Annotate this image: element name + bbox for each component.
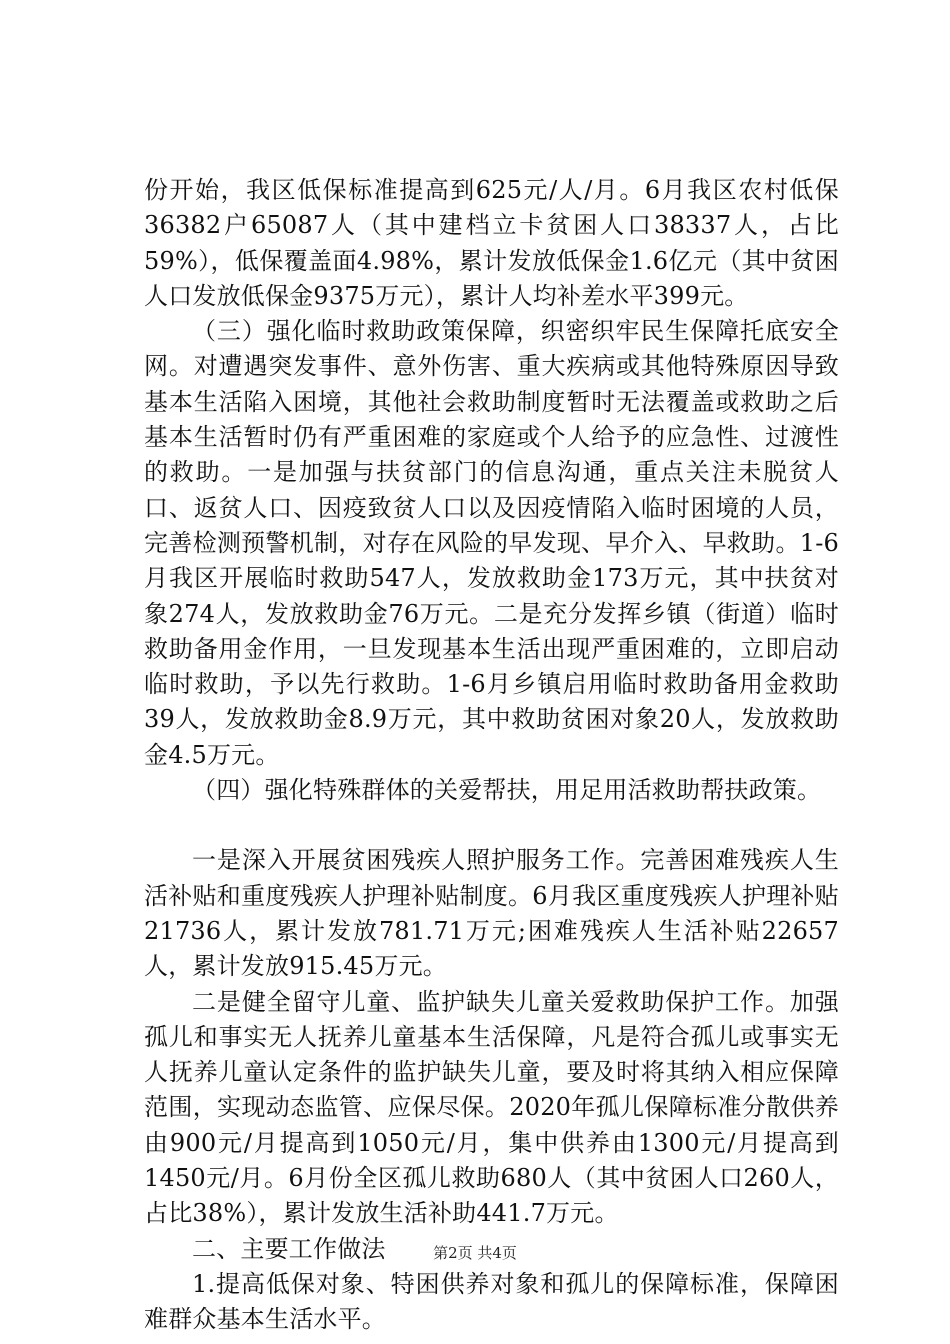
paragraph-temporary-assistance: （三）强化临时救助政策保障，织密织牢民生保障托底安全网。对遭遇突发事件、意外伤害、重大疾病或其他特殊原因导致基本生活陷入困境，其他社会救助制度暂时无法覆盖或救助之后基本生活暂时仍有严重困难的家庭或个人给予的应急性、过渡性的救助。一是加强与扶贫部门的信息沟通，重点关注未脱贫人口、返贫人口、因疫致贫人口以及因疫情陷入临时困境的人员，完善检测预警机制，对存在风险的早发现、早介入、早救助。1-6月我区开展临时救助547人，发放救助金173万元，其中扶贫对象274人，发放救助金76万元。二是充分发挥乡镇（街道）临时救助备用金作用，一旦发现基本生活出现严重困难的，立即启动临时救助，予以先行救助。1-6月乡镇启用临时救助备用金救助39人，发放救助金8.9万元，其中救助贫困对象20人，发放救助金4.5万元。: [144, 317, 839, 769]
paragraph-children-protection: 二是健全留守儿童、监护缺失儿童关爱救助保护工作。加强孤儿和事实无人抚养儿童基本生活保障，凡是符合孤儿或事实无人抚养儿童认定条件的监护缺失儿童，要及时将其纳入相应保障范围，实现动态监管、应保尽保。2020年孤儿保障标准分散供养由900元/月提高到1050元/月，集中供养由1300元/月提高到1450元/月。6月份全区孤儿救助680人（其中贫困人口260人，占比38%），累计发放生活补助441.7万元。: [144, 987, 839, 1228]
document-body: [144, 173, 839, 1338]
paragraph-raise-standards: 1.提高低保对象、特困供养对象和孤儿的保障标准，保障困难群众基本生活水平。: [144, 1269, 839, 1334]
section-heading-main-practices: 二、主要工作做法: [192, 1234, 386, 1263]
paragraph-special-groups-heading: （四）强化特殊群体的关爱帮扶，用足用活救助帮扶政策。: [192, 776, 822, 805]
page-number: 第2页 共4页: [433, 1244, 517, 1262]
page-footer: [0, 1243, 950, 1263]
paragraph-subsistence-allowance: 份开始，我区低保标准提高到625元/人/月。6月我区农村低保36382户65087人（其中建档立卡贫困人口38337人，占比59%），低保覆盖面4.98%，累计发放低保金1.6亿元（其中贫困人口发放低保金9375万元），累计人均补差水平399元。: [144, 176, 839, 310]
paragraph-spacer: [144, 808, 839, 843]
paragraph-disabled-care: 一是深入开展贫困残疾人照护服务工作。完善困难残疾人生活补贴和重度残疾人护理补贴制度。6月我区重度残疾人护理补贴21736人，累计发放781.71万元;困难残疾人生活补贴22657人，累计发放915.45万元。: [144, 846, 839, 981]
